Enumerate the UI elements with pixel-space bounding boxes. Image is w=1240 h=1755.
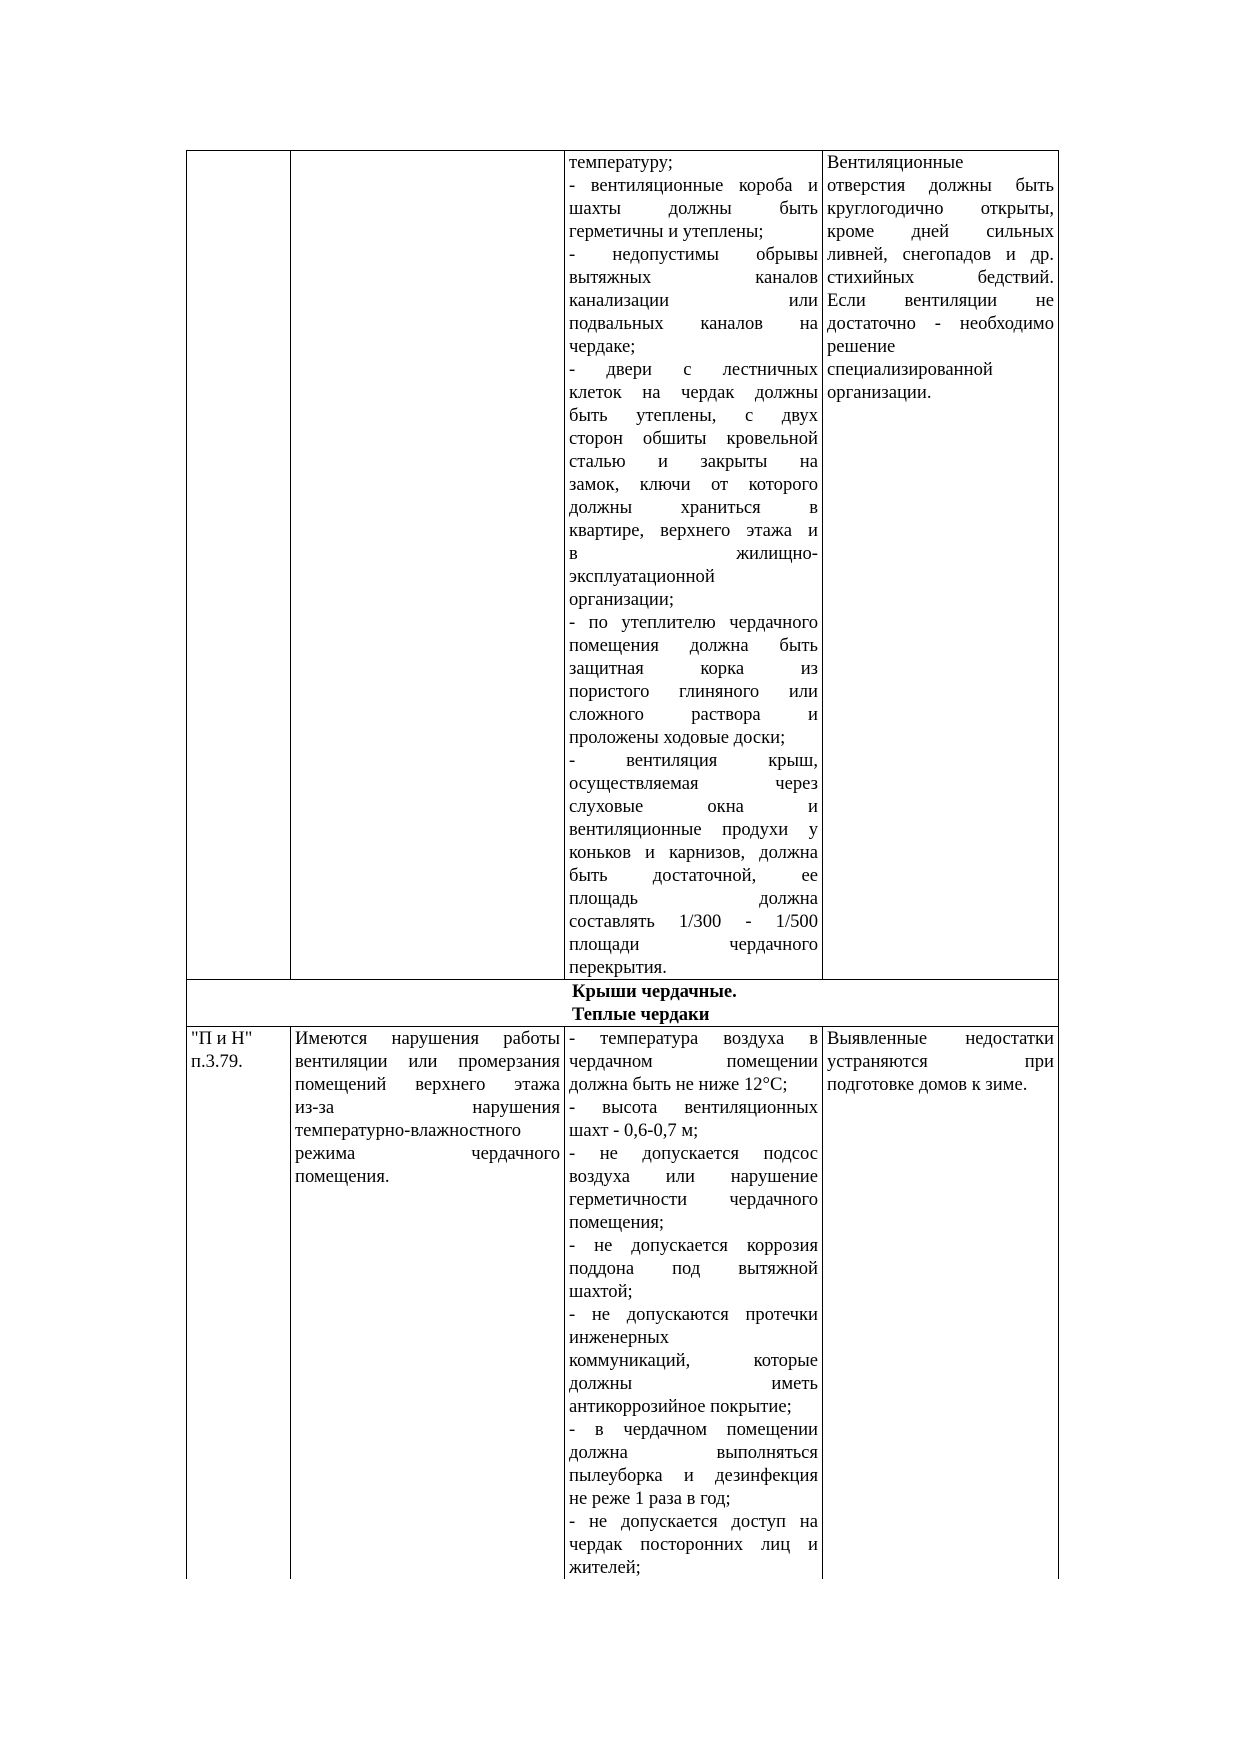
- text-line: эксплуатационной: [569, 566, 715, 587]
- text-line: коньков и карнизов, должна: [569, 842, 818, 863]
- text-line: Выявленные недостатки: [827, 1028, 1054, 1049]
- cell-reference: [187, 1027, 291, 1580]
- text-line: помещений верхнего этажа: [295, 1074, 560, 1095]
- section-header-line: Крыши чердачные.: [572, 981, 737, 1002]
- text-line: специализированной: [827, 359, 993, 380]
- cell-recommendations: [823, 151, 1059, 980]
- text-line: клеток на чердак должны: [569, 382, 818, 403]
- text-line: организации.: [827, 382, 932, 403]
- text-line: сталью и закрыты на: [569, 451, 818, 472]
- text-line: - вентиляционные короба и: [569, 175, 818, 196]
- text-line: шахтой;: [569, 1281, 633, 1302]
- text-line: защитная корка из: [569, 658, 818, 679]
- text-line: вентиляции или промерзания: [295, 1051, 560, 1072]
- text-line: коммуникаций, которые: [569, 1350, 818, 1371]
- text-line: пористого глиняного или: [569, 681, 818, 702]
- text-line: Вентиляционные: [827, 152, 964, 173]
- text-line: из-за нарушения: [295, 1097, 560, 1118]
- text-line: шахты должны быть: [569, 198, 818, 219]
- text-line: - двери с лестничных: [569, 359, 818, 380]
- text-line: подготовке домов к зиме.: [827, 1074, 1028, 1095]
- text-line: - высота вентиляционных: [569, 1097, 818, 1118]
- text-line: - не допускается подсос: [569, 1143, 818, 1164]
- text-line: - по утеплителю чердачного: [569, 612, 818, 633]
- text-line: инженерных: [569, 1327, 669, 1348]
- text-line: вентиляционные продухи у: [569, 819, 818, 840]
- text-line: площадь должна: [569, 888, 818, 909]
- text-line: отверстия должны быть: [827, 175, 1054, 196]
- cell-requirements: [565, 151, 823, 980]
- text-line: составлять 1/300 - 1/500: [569, 911, 818, 932]
- text-line: осуществляемая через: [569, 773, 818, 794]
- text-line: - не допускается коррозия: [569, 1235, 818, 1256]
- text-line: сторон обшиты кровельной: [569, 428, 818, 449]
- table-row: [187, 1027, 1059, 1580]
- text-line: чердак посторонних лиц и: [569, 1534, 818, 1555]
- text-line: круглогодично открыты,: [827, 198, 1054, 219]
- text-line: в жилищно-: [569, 543, 818, 564]
- text-line: "П и Н": [191, 1028, 253, 1049]
- text-line: чердачном помещении: [569, 1051, 818, 1072]
- text-line: герметичны и утеплены;: [569, 221, 764, 242]
- text-line: - недопустимы обрывы: [569, 244, 818, 265]
- text-line: должна быть не ниже 12°С;: [569, 1074, 788, 1095]
- cell-defect: [291, 151, 565, 980]
- text-line: жителей;: [569, 1557, 641, 1578]
- text-line: проложены ходовые доски;: [569, 727, 786, 748]
- text-line: температурно-влажностного: [295, 1120, 522, 1141]
- text-line: должна выполняться: [569, 1442, 818, 1463]
- text-line: канализации или: [569, 290, 818, 311]
- text-line: - в чердачном помещении: [569, 1419, 818, 1440]
- text-line: Если вентиляции не: [827, 290, 1054, 311]
- text-line: быть достаточной, ее: [569, 865, 818, 886]
- text-line: режима чердачного: [295, 1143, 560, 1164]
- text-line: - температура воздуха в: [569, 1028, 818, 1049]
- text-line: поддона под вытяжной: [569, 1258, 818, 1279]
- text-line: чердаке;: [569, 336, 636, 357]
- cell-recommendations: [823, 1027, 1059, 1580]
- text-line: кроме дней сильных: [827, 221, 1054, 242]
- section-header-row: [187, 980, 1059, 1027]
- text-line: п.3.79.: [191, 1051, 243, 1072]
- text-line: организации;: [569, 589, 674, 610]
- text-line: замок, ключи от которого: [569, 474, 818, 495]
- cell-defect: [291, 1027, 565, 1580]
- text-line: должны иметь: [569, 1373, 818, 1394]
- table-row: [187, 151, 1059, 980]
- text-line: температуру;: [569, 152, 673, 173]
- text-line: помещения.: [295, 1166, 390, 1187]
- text-line: устраняются при: [827, 1051, 1054, 1072]
- text-line: должны храниться в: [569, 497, 818, 518]
- section-header: [187, 980, 1059, 1027]
- text-line: помещения должна быть: [569, 635, 818, 656]
- text-line: сложного раствора и: [569, 704, 818, 725]
- text-line: не реже 1 раза в год;: [569, 1488, 731, 1509]
- cell-reference: [187, 151, 291, 980]
- text-line: перекрытия.: [569, 957, 667, 978]
- requirements-table: [186, 150, 1059, 1579]
- text-line: квартире, верхнего этажа и: [569, 520, 818, 541]
- text-line: герметичности чердачного: [569, 1189, 818, 1210]
- text-line: подвальных каналов на: [569, 313, 818, 334]
- text-line: антикоррозийное покрытие;: [569, 1396, 792, 1417]
- cell-requirements: [565, 1027, 823, 1580]
- text-line: шахт - 0,6-0,7 м;: [569, 1120, 699, 1141]
- text-line: быть утеплены, с двух: [569, 405, 818, 426]
- text-line: ливней, снегопадов и др.: [827, 244, 1054, 265]
- text-line: площади чердачного: [569, 934, 818, 955]
- text-line: слуховые окна и: [569, 796, 818, 817]
- section-header-line: Теплые чердаки: [572, 1004, 710, 1025]
- text-line: - не допускается доступ на: [569, 1511, 818, 1532]
- text-line: достаточно - необходимо: [827, 313, 1054, 334]
- text-line: Имеются нарушения работы: [295, 1028, 560, 1049]
- text-line: - вентиляция крыш,: [569, 750, 818, 771]
- text-line: пылеуборка и дезинфекция: [569, 1465, 818, 1486]
- text-line: - не допускаются протечки: [569, 1304, 818, 1325]
- text-line: стихийных бедствий.: [827, 267, 1054, 288]
- text-line: воздуха или нарушение: [569, 1166, 818, 1187]
- text-line: помещения;: [569, 1212, 665, 1233]
- text-line: вытяжных каналов: [569, 267, 818, 288]
- text-line: решение: [827, 336, 896, 357]
